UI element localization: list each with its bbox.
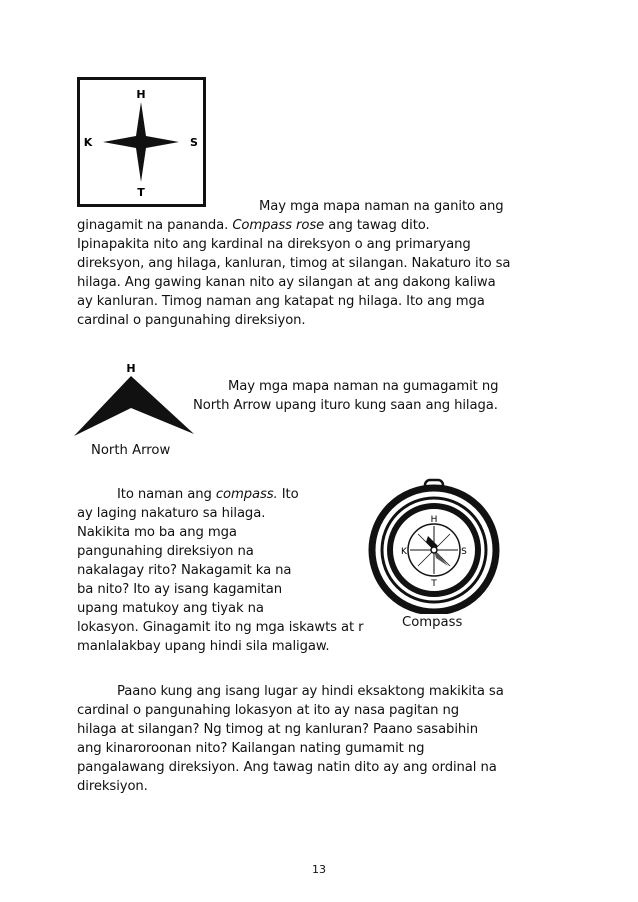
- compass-rose-east-letter: S: [190, 136, 198, 149]
- compass-caption: Compass: [402, 615, 463, 630]
- section3-line-8: lokasyon. Ginagamit ito ng mga iskawts at r: [77, 620, 364, 635]
- section3-line-4: pangunahing direksiyon na: [77, 544, 254, 559]
- compass-rose-star-icon: [80, 80, 203, 204]
- section1-text: ginagamit na pananda.: [77, 218, 229, 233]
- section3-line-6: ba nito? Ito ay isang kagamitan: [77, 582, 282, 597]
- north-arrow-letter: H: [126, 362, 136, 375]
- section3-text: Ito naman ang: [117, 487, 212, 502]
- section2-line-1: May mga mapa naman na gumagamit ng: [228, 379, 499, 394]
- compass-north-letter: H: [430, 515, 438, 525]
- compass-east-letter: S: [461, 547, 467, 557]
- section1-line-3: Ipinapakita nito ang kardinal na direksyon o ang primaryang: [77, 237, 471, 252]
- section2-line-2: North Arrow upang ituro kung saan ang hilaga.: [193, 398, 498, 413]
- section4-line-4: ang kinaroroonan nito? Kailangan nating gumamit ng: [77, 741, 425, 756]
- section3-line-9: manlalakbay upang hindi sila maligaw.: [77, 639, 330, 654]
- compass-figure-icon: [358, 478, 508, 616]
- section3-line-3: Nakikita mo ba ang mga: [77, 525, 237, 540]
- section3-text: Ito: [281, 487, 299, 502]
- section1-line-7: cardinal o pangunahing direksiyon.: [77, 313, 306, 328]
- section3-line-2: ay laging nakaturo sa hilaga.: [77, 506, 266, 521]
- compass-rose-north-letter: H: [136, 88, 146, 101]
- compass-term: compass.: [215, 487, 278, 502]
- compass-rose-figure: [77, 77, 206, 207]
- compass-south-letter: T: [431, 579, 437, 589]
- section4-line-2: cardinal o pangunahing lokasyon at ito ay nasa pagitan ng: [77, 703, 460, 718]
- page-number: 13: [312, 863, 326, 876]
- compass-rose-term: Compass rose: [232, 218, 325, 233]
- section4-line-3: hilaga at silangan? Ng timog at ng kanluran? Paano sasabihin: [77, 722, 478, 737]
- section1-line-6: ay kanluran. Timog naman ang katapat ng hilaga. Ito ang mga: [77, 294, 485, 309]
- section3-line-1: [117, 486, 299, 505]
- section1-line-1: May mga mapa naman na ganito ang: [259, 199, 504, 214]
- section1-line-5: hilaga. Ang gawing kanan nito ay silangan at ang dakong kaliwa: [77, 275, 496, 290]
- north-arrow-icon: [70, 358, 198, 438]
- section4-line-6: direksiyon.: [77, 779, 148, 794]
- section3-line-7: upang matukoy ang tiyak na: [77, 601, 264, 616]
- compass-rose-south-letter: T: [137, 186, 145, 199]
- compass-rose-west-letter: K: [83, 136, 93, 149]
- north-arrow-caption: North Arrow: [91, 443, 171, 458]
- section4-line-1: Paano kung ang isang lugar ay hindi eksaktong makikita sa: [117, 684, 504, 699]
- section1-line-2: [77, 217, 430, 236]
- section1-line-4: direksyon, ang hilaga, kanluran, timog at silangan. Nakaturo ito sa: [77, 256, 511, 271]
- section1-text: ang tawag dito.: [328, 218, 430, 233]
- section4-line-5: pangalawang direksiyon. Ang tawag natin dito ay ang ordinal na: [77, 760, 497, 775]
- section3-line-5: nakalagay rito? Nakagamit ka na: [77, 563, 292, 578]
- compass-west-letter: K: [401, 547, 407, 557]
